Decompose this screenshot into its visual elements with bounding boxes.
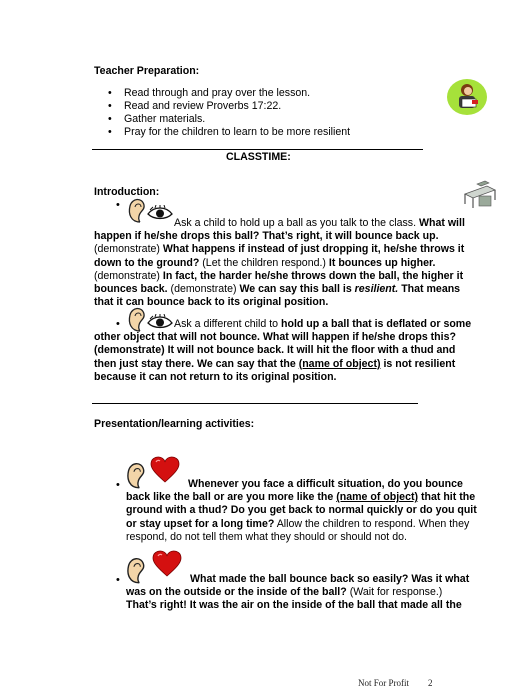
presentation-paragraph-1: Whenever you face a difficult situation, do you bounce back like the ball or are you more like the (name of object) that hit the ground with a thud? Do you get back to normal quickly or do you quit or stay upset for a long time? Allow the children to respond. When they respond, do not tell them what they should or should not do. bbox=[126, 478, 477, 543]
footer-text: Not For Profit bbox=[358, 678, 410, 688]
list-item: • Pray for the children to learn to be more resilient bbox=[108, 126, 351, 138]
presentation-heading: Presentation/learning activities: bbox=[94, 418, 255, 430]
divider bbox=[92, 403, 418, 404]
classtime-heading: CLASSTIME: bbox=[226, 151, 291, 163]
introduction-heading: Introduction: bbox=[94, 186, 160, 198]
document-page: Teacher Preparation: • Read through and pray over the lesson. • Read and review Proverbs 17:22. • Gather materials. • Pray for the children to learn to be more resilient CLASSTIME: Introduction: • Ask a child to hold up a ball as you talk to the class. What will happen if he/she drops this ball? That’s right, it will bounce back up. (demonstrate) What happens if instead of just dropping it, he/she throws it down to the ground? (Let the children respond.) It bounces up higher. (demonstrate) In fact, the harder he/she throws down the ball, the higher it bounces back. (demonstrate) We can say this ball is resilient. That means that it can bounce back to its original position. • Ask a different child to hold up a ball that is deflated or some other object that will not bounce. What will happen if he/she drops this? (demonstrate) It will not bounce back. It will hit the floor with a thud and then just stay there. We can say that the (name of object) is not resilient because it can not return to its original position. Presentation/learning activities: • Whenever you face a difficult situation, do you bounce back like the ball or are you more like the (name of object) that hit the ground with a thud? Do you get back to normal quickly or do you quit or stay upset for a long time? Allow the children to respond. When they respond, do not tell them what they should or should not do. • What made the ball bounce back so easily? Was it what was on the outside or the inside of the ball? (Wait for response.) That’s right! It was the air on the inside of the ball that made all the Not For Profit 2 bbox=[0, 0, 532, 688]
teacher-reading-icon bbox=[446, 78, 488, 116]
divider bbox=[92, 149, 423, 150]
teacher-prep-heading: Teacher Preparation: bbox=[94, 65, 200, 77]
list-item: • Read through and pray over the lesson. bbox=[108, 87, 311, 99]
teacher-prep-list bbox=[108, 87, 351, 139]
desk-icon bbox=[463, 180, 497, 212]
page-number: 2 bbox=[428, 678, 433, 688]
presentation-paragraph-2: What made the ball bounce back so easily? Was it what was on the outside or the inside of the ball? (Wait for response.) That’s right! It was the air on the inside of the ball that made all the bbox=[126, 573, 470, 612]
intro-paragraph-2: Ask a different child to hold up a ball that is deflated or some other object that will not bounce. What will happen if he/she drops this? (demonstrate) It will not bounce back. It will hit the floor with a thud and then just stay there. We can say that the (name of object) is not resilient because it can not return to its original position. bbox=[94, 318, 472, 383]
list-item: • Gather materials. bbox=[108, 113, 206, 125]
list-item: • Read and review Proverbs 17:22. bbox=[108, 100, 282, 112]
